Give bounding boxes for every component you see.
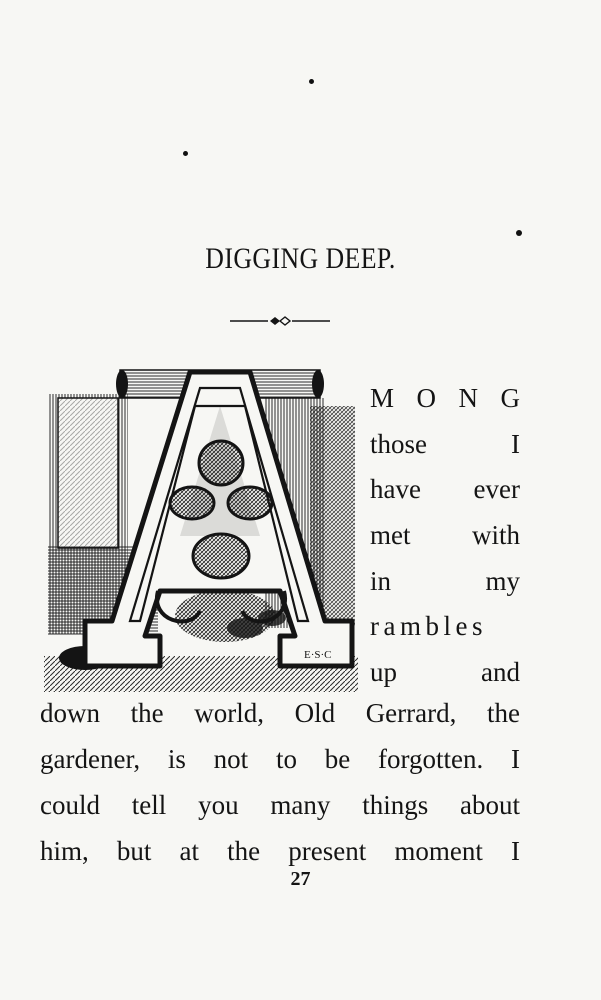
word: M [370, 383, 395, 413]
page-number: 27 [290, 868, 311, 890]
word: be [324, 744, 351, 774]
word: the [227, 836, 261, 866]
word: is [167, 744, 186, 774]
word: down [40, 698, 100, 728]
word: G [500, 383, 520, 413]
word: many [270, 790, 331, 820]
text-line [40, 690, 520, 736]
word: you [198, 790, 239, 820]
word: Gerrard, [365, 698, 457, 728]
decorated-initial-A [40, 366, 362, 692]
word: rambles [370, 611, 487, 642]
word: things [362, 790, 429, 820]
word: about [460, 790, 520, 820]
word: I [511, 428, 520, 459]
word: I [510, 744, 520, 774]
text-line [40, 736, 520, 782]
word: N [458, 383, 478, 413]
text-line [370, 559, 520, 605]
word: and [481, 657, 520, 688]
word: in [370, 565, 392, 596]
word: but [116, 836, 152, 866]
text-line [370, 467, 520, 513]
word: I [511, 836, 520, 866]
text-line [370, 513, 520, 559]
engraver-mark: E·S·C [304, 649, 332, 661]
word: up [370, 657, 397, 688]
word: world, [194, 698, 264, 728]
word: the [487, 698, 520, 728]
text-line [40, 782, 520, 828]
word: Old [294, 698, 336, 728]
ink-speck [183, 151, 188, 156]
title-ornament [230, 314, 330, 328]
word: forgotten. [377, 744, 484, 774]
word: the [130, 698, 164, 728]
word: those [370, 428, 427, 459]
text-line [370, 376, 520, 422]
word: not [213, 744, 249, 774]
word: have [370, 474, 421, 505]
word: gardener, [40, 744, 141, 774]
chapter-title: DIGGING DEEP. [205, 242, 396, 275]
text-line [370, 650, 520, 696]
word: at [179, 836, 200, 866]
word: with [471, 520, 520, 551]
text-line [370, 604, 520, 650]
text-beside-initial [370, 376, 520, 696]
word: tell [131, 790, 167, 820]
word: my [485, 565, 520, 596]
word: met [370, 520, 411, 551]
word: him, [40, 836, 89, 866]
word: O [416, 383, 436, 413]
word: could [40, 790, 100, 820]
word: moment [394, 836, 483, 866]
word: ever [473, 474, 520, 505]
text-line [370, 422, 520, 468]
body-paragraph [40, 690, 520, 874]
word: to [275, 744, 297, 774]
word: present [288, 836, 367, 866]
ink-speck [516, 230, 522, 236]
ink-speck [309, 79, 314, 84]
